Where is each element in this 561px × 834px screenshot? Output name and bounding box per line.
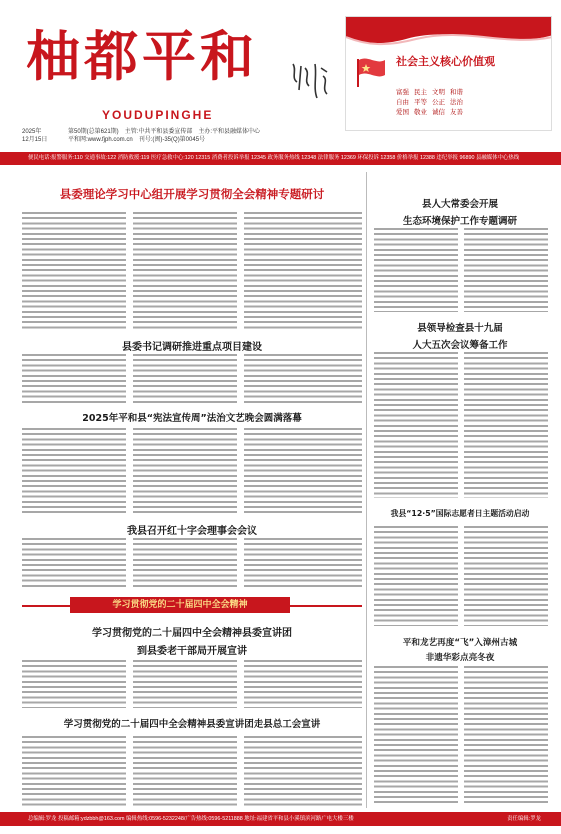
article2-body-col3 (244, 354, 362, 404)
lead-article-title[interactable]: 县委理论学习中心组开展学习贯彻全会精神专题研讨 (59, 187, 325, 201)
article5-body-col1 (22, 660, 126, 708)
article-title-volunteer-day[interactable]: 我县“12·5”国际志愿者日主题活动启动 (390, 509, 530, 518)
issue-date: 2025年 12月15日 (22, 129, 48, 143)
right2-body-col2 (464, 352, 548, 498)
right1-body-col1 (374, 228, 458, 312)
poster-slogan: 社会主义核心价值观 (396, 55, 495, 68)
article-title-ecology-survey[interactable]: 县人大常委会开展 生态环境保护工作专题调研 (402, 199, 517, 227)
issue-number: 第50期(总第621期) (68, 129, 119, 135)
article-title-red-cross-meeting[interactable]: 我县召开红十字会理事会会议 (127, 526, 257, 537)
article-title-lecture-trade-union[interactable]: 学习贯彻党的二十届四中全会精神县委宣讲团走县总工会宣讲 (63, 719, 321, 730)
lead-article-body-col3 (244, 212, 362, 330)
right4-body-col2 (464, 666, 548, 806)
lead-article-body-col2 (133, 212, 237, 330)
right2-body-col1 (374, 352, 458, 498)
footer-info: 总编辑:罗龙 投稿邮箱:ydzbbh@163.com 编辑热线:0596-5232248/广告热线:0596-5211888 地址:福建省平和县小溪镇滨河路广电大楼三楼 (28, 816, 354, 822)
values-row: 富强 民主 文明 和谐 (396, 88, 463, 96)
registration-number: 刊号:(闽)-35(Q)第0045号 (138, 137, 206, 143)
article2-body-col2 (133, 354, 237, 404)
core-values-list (396, 87, 468, 117)
masthead (0, 0, 561, 150)
article3-body-col2 (133, 428, 237, 514)
article5-body-col3 (244, 660, 362, 708)
column-divider (366, 172, 367, 808)
right3-body-col2 (464, 526, 548, 626)
core-values-poster (345, 16, 552, 131)
organizer: 主办:平和县融媒体中心 (198, 129, 261, 135)
article-title-dragon-art[interactable]: 平和龙艺再度“飞”入漳州古城 非遗华彩点亮冬夜 (402, 638, 518, 663)
flag-emblem-icon (352, 55, 388, 89)
values-row: 爱国 敬业 诚信 友善 (396, 108, 463, 116)
article-title-secretary-survey[interactable]: 县委书记调研推进重点项目建设 (122, 342, 262, 353)
article4-body-col3 (244, 538, 362, 588)
article4-body-col1 (22, 538, 126, 588)
right3-body-col1 (374, 526, 458, 626)
article3-body-col1 (22, 428, 126, 514)
wave-decoration-icon (346, 17, 552, 51)
section-banner: 学习贯彻党的二十届四中全会精神 (70, 597, 290, 613)
right4-body-col1 (374, 666, 458, 806)
right1-body-col2 (464, 228, 548, 312)
newspaper-title: 柚都平和 (26, 24, 258, 88)
article3-body-col3 (244, 428, 362, 514)
responsible-editor: 责任编辑:罗龙 (507, 816, 541, 822)
article5-body-col2 (133, 660, 237, 708)
article6-body-col3 (244, 736, 362, 806)
calligraphy-signature-icon (287, 60, 335, 104)
article-title-congress-prep[interactable]: 县领导检查县十九届 人大五次会议筹备工作 (412, 323, 508, 351)
lead-article-body-col1 (22, 212, 126, 330)
values-row: 自由 平等 公正 法治 (396, 98, 463, 106)
article-title-lecture-cadre-bureau[interactable]: 学习贯彻党的二十届四中全会精神县委宣讲团 到县委老干部局开展宣讲 (92, 628, 292, 657)
article6-body-col2 (133, 736, 237, 806)
footer-bar (0, 812, 561, 826)
hotline-bar: 便民电话:报警服务:110 交通事故:122 消防救援:119 医疗急救中心:120 12315 消费者投诉举报 12345 政务服务热线 12348 法律服务 12369 环保投诉 12358 价格举报 12388 违纪举报 96890 县融媒体中心热线 (0, 152, 561, 165)
article2-body-col1 (22, 354, 126, 404)
article4-body-col2 (133, 538, 237, 588)
article-title-constitution-week[interactable]: 2025年平和县“宪法宣传周”法治文艺晚会圆满落幕 (82, 413, 302, 424)
newspaper-pinyin: YOUDUPINGHE (102, 108, 214, 122)
article6-body-col1 (22, 736, 126, 806)
website[interactable]: 平和网:www.fjph.com.cn (68, 137, 133, 143)
sponsor: 主管:中共平和县委宣传部 (124, 129, 193, 135)
